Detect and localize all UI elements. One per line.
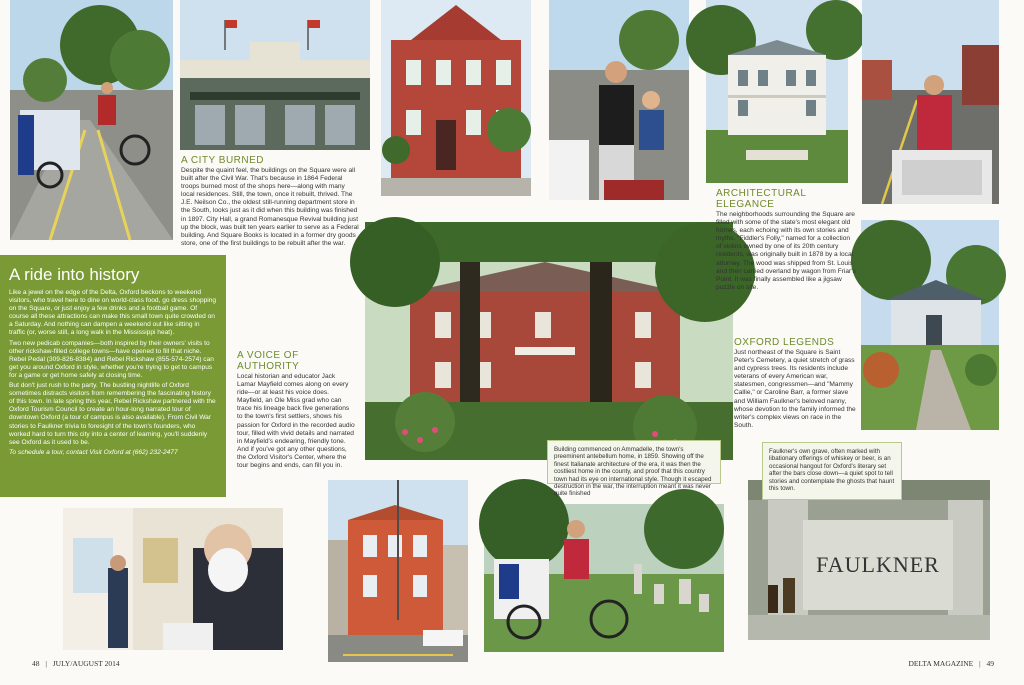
ride-paragraph: Like a jewel on the edge of the Delta, Oxford beckons to weekend visitors, who travel here to dine on world-class food, go dress shopping on the Square, or just enjoy a few drinks and a football game. Of course all these attractions can make this small town quite crowded on a Saturday. And nothing can dampen a weekend out like sitting in traffic (or, worse still, a long walk in the Mississippi heat).	[9, 289, 217, 337]
section-architectural-elegance	[716, 188, 856, 318]
section-voice-of-authority	[237, 350, 355, 500]
section-body: The neighborhoods surrounding the Square are filled with some of the state's most elegant old homes, each echoing with its own stories and myths. "Fiddler's Folly," named for a collection of violins owned by one of its 20th century residents, was originally built in 1878 by a local attorney. The wood was shipped from St. Louis and then carried overland by wagon from Friar's Point. It was finally assembled like a jigsaw puzzle on site.	[716, 211, 856, 291]
photo-pedicab-street	[10, 0, 173, 240]
photo-family-tour	[549, 0, 689, 200]
issue-date: JULY/AUGUST 2014	[52, 659, 120, 668]
caption-text: Building commenced on Ammadelle, the town's preeminent antebellum home, in 1859. Showing off the finest Italianate architecture of the era, it was then the costliest home in the county, and proof that this country town had its eye on international style. Though it escaped destruction in the war, the interruption meant it was never quite finished	[554, 446, 712, 498]
photo-neilson-store	[180, 0, 370, 150]
page-number-right: 49	[986, 659, 994, 668]
footer-separator: |	[979, 659, 981, 668]
photo-jack-mayfield	[63, 508, 283, 650]
photo-city-hall	[381, 0, 531, 196]
footer-separator: |	[45, 659, 47, 668]
footer-left	[32, 659, 120, 668]
photo-fiddlers-folly	[706, 0, 848, 183]
section-body: Despite the quaint feel, the buildings on the Square were all built after the Civil War. That's because in 1864 Federal troops burned most of the shops here—along with many local residences. Still, the town, once it rebuilt, thrived. The J.E. Neilson Co., the oldest still-running department store in the South, looks just as it did when this building was finished in 1897. City Hall, a grand Romanesque Revival building just up the block, was built ten years earlier to serve as a Federal building. And Square Books is located in a former dry goods store, one of the first buildings to be rebuilt after the war.	[181, 167, 359, 247]
section-heading: A VOICE OF AUTHORITY	[237, 350, 300, 372]
grave-sign-text: FAULKNER	[816, 552, 940, 577]
ride-contact: To schedule a tour, contact Visit Oxford at (662) 232-2477	[9, 448, 178, 456]
section-heading: A CITY BURNED	[181, 155, 264, 166]
photo-faulkner-grave	[748, 480, 990, 640]
caption-faulkner-grave	[762, 442, 902, 500]
ride-heading: A ride into history	[9, 265, 140, 284]
footer-right	[908, 659, 994, 668]
photo-square-books	[328, 480, 468, 662]
ride-into-history-box	[0, 255, 226, 497]
page-number-left: 48	[32, 659, 40, 668]
caption-ammadelle	[547, 440, 721, 498]
photo-cemetery-pedicab	[484, 504, 724, 652]
magazine-name: DELTA MAGAZINE	[908, 659, 974, 668]
photo-cottage	[861, 220, 999, 430]
ride-paragraph: But don't just rush to the party. The bustling nightlife of Oxford sometimes distracts visitors from remembering the fascinating history of this town. In late spring this year, Rebel Rickshaw partnered with the Oxford Tourism Council to create an hour-long narrated tour of downtown Oxford (a tour of campus is also available). From Civil War stories to Faulkner trivia to foresight of the town's founders, who worked hard to turn this city into a center of learning, you'll suddenly see Oxford as it used to be.	[9, 382, 216, 446]
section-heading: OXFORD LEGENDS	[734, 337, 835, 348]
ride-paragraph: Two new pedicab companies—both inspired by their owners' visits to other rickshaw-filled college towns—have opened to fill that niche. Rebel Pedal (309-826-8384) and Rebel Rickshaw (855-574-2574) can get you around Oxford in style, whether you're trying to get to campus for a game or get home safely at closing time.	[9, 339, 214, 379]
photo-pedicab-driver	[862, 0, 999, 204]
section-heading: ARCHITECTURAL ELEGANCE	[716, 188, 807, 210]
caption-text: Faulkner's own grave, often marked with libationary offerings of whiskey or beer, is an occasional hangout for Oxford's literary set after the bars close down—a quiet spot to tell stories and contemplate the ghosts that haunt this town.	[769, 448, 895, 493]
photo-ammadelle-home	[365, 222, 733, 460]
section-oxford-legends	[734, 337, 856, 447]
section-body: Just northeast of the Square is Saint Peter's Cemetery, a quiet stretch of grass and cypress trees. Its residents include veterans of every American war, statesmen, congressmen—and "Mammy Callie," or Caroline Barr, a former slave and William Faulkner's beloved nanny, whose devotion to the family informed the writer's complex views on race in the South.	[734, 349, 856, 429]
section-body: Local historian and educator Jack Lamar Mayfield comes along on every ride—or at least his voice does. Mayfield, an Ole Miss grad who can trace his lineage back five generations to the town's first settlers, shows his passion for Oxford in the recorded audio tour, filled with vivid details and narrated in Mayfield's endearing, friendly tone. And if you've got any other questions, the Oxford Visitor's Center, where the tour begins and ends, can fill you in.	[237, 373, 355, 470]
